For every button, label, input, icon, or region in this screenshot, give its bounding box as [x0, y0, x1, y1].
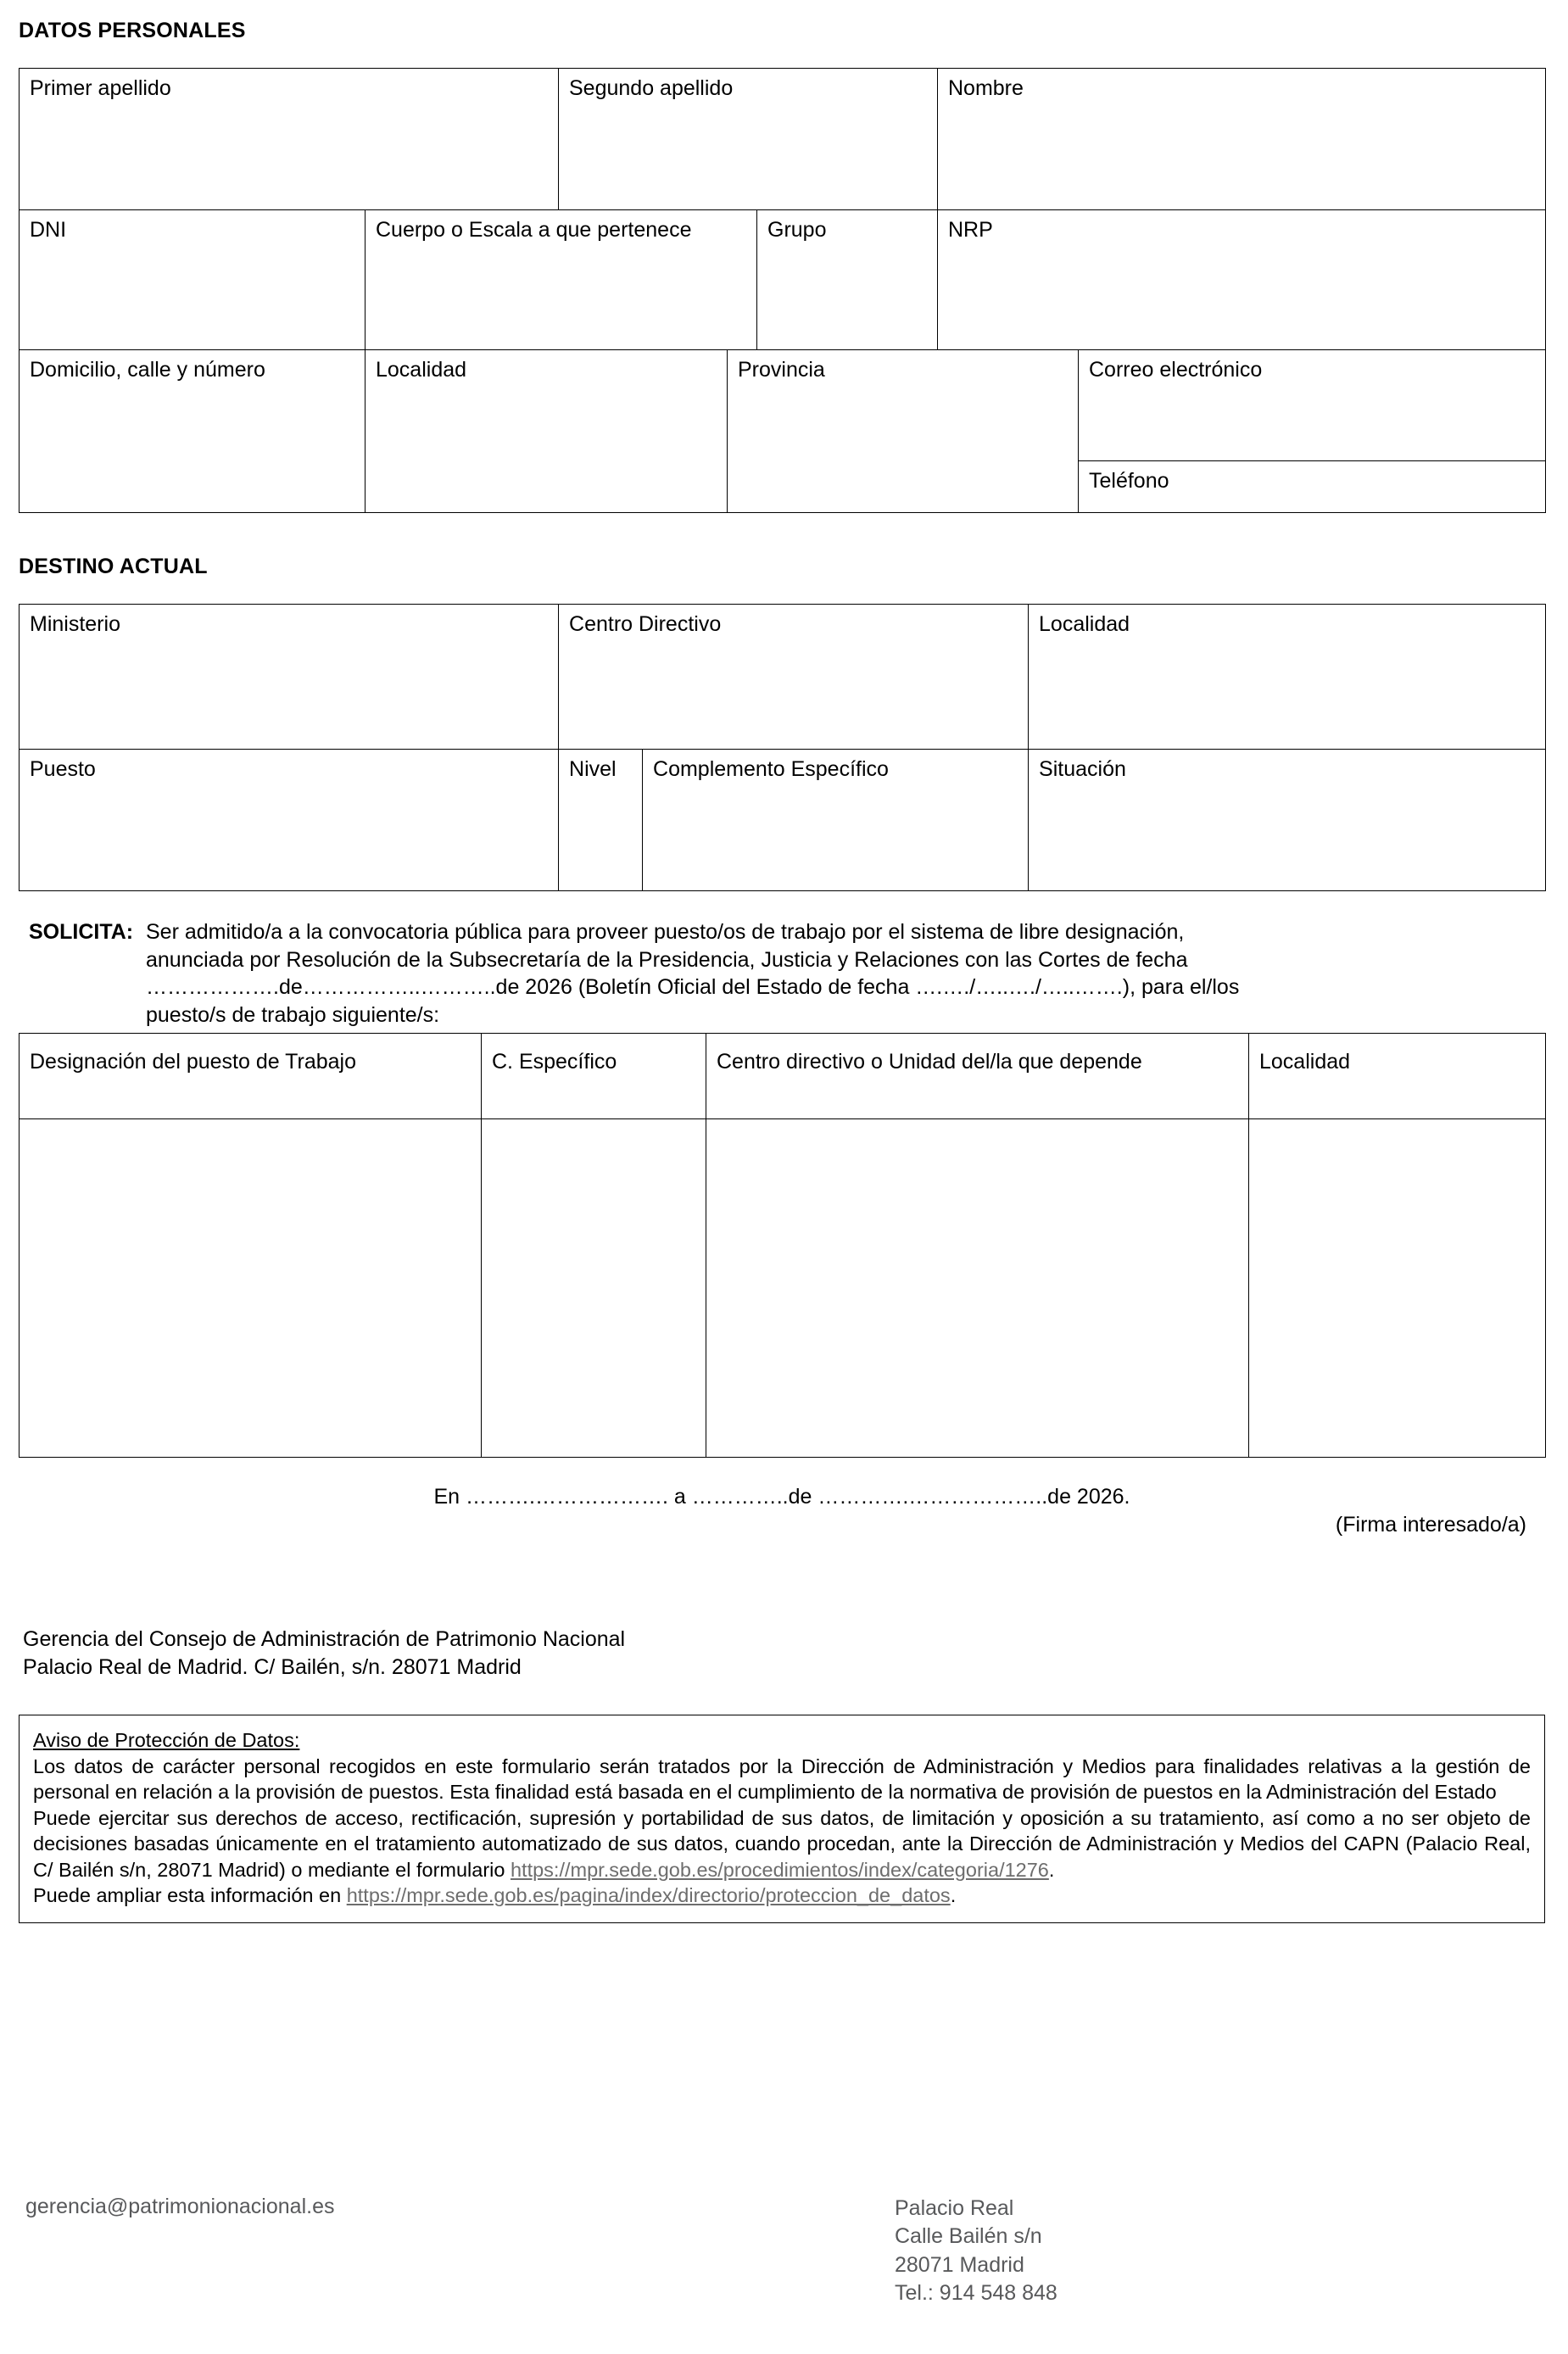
recipient-address: [23, 1626, 625, 1681]
privacy-paragraph-3-text: Puede ampliar esta información en: [33, 1884, 347, 1907]
privacy-paragraph-1: Los datos de carácter personal recogidos en este formulario serán tratados por la Dirección de Administración y Medios para finalidades relativas a la gestión de personal en relación a la provisión de puestos. Esta finalidad está basada en el cumplimiento de la normativa de provisión de puestos en la Administración del Estado: [33, 1754, 1531, 1804]
column-header-centro-directivo: Centro directivo o Unidad del/la que depende: [706, 1034, 1249, 1119]
privacy-notice-box: [19, 1715, 1545, 1923]
field-complemento-especifico[interactable]: Complemento Específico: [643, 750, 1029, 891]
place-and-date-line[interactable]: En ……….………………. a …………..de ………….………………..de 2026.: [433, 1485, 1130, 1509]
privacy-paragraph-2-text: Puede ejercitar sus derechos de acceso, rectificación, supresión y portabilidad de sus datos, de limitación y oposición a su tratamiento, así como a no ser objeto de decisiones basadas únicamente en el tratamiento automatizado de sus datos, cuando procedan, ante la Dirección de Administración y Medios del CAPN (Palacio Real, C/ Bailén s/n, 28071 Madrid) o mediante el formulario: [33, 1806, 1531, 1881]
footer-address: [895, 2195, 1057, 2307]
section-heading-datos-personales: DATOS PERSONALES: [19, 19, 246, 42]
solicita-text: [146, 918, 1545, 1029]
table-row: [20, 350, 1546, 461]
solicita-line-4: puesto/s de trabajo siguiente/s:: [146, 1002, 440, 1027]
privacy-paragraph-2-tail: .: [1048, 1858, 1055, 1881]
cell-centro-directivo[interactable]: [706, 1119, 1249, 1458]
privacy-paragraph-2: [33, 1805, 1531, 1883]
column-header-localidad: Localidad: [1249, 1034, 1546, 1119]
privacy-more-info-link[interactable]: https://mpr.sede.gob.es/pagina/index/directorio/proteccion_de_datos: [346, 1884, 951, 1907]
footer-address-line-2: Calle Bailén s/n: [895, 2224, 1042, 2249]
solicita-line-1: Ser admitido/a a la convocatoria pública para proveer puesto/os de trabajo por el sistema de libre designación,: [146, 920, 1185, 944]
table-row: [20, 1119, 1546, 1458]
cell-designacion[interactable]: [20, 1119, 482, 1458]
column-header-c-especifico: C. Específico: [482, 1034, 706, 1119]
cell-c-especifico[interactable]: [482, 1119, 706, 1458]
field-domicilio[interactable]: Domicilio, calle y número: [20, 350, 365, 513]
field-cuerpo-escala[interactable]: Cuerpo o Escala a que pertenece: [365, 210, 757, 350]
field-ministerio[interactable]: Ministerio: [20, 605, 559, 750]
personal-data-table: [19, 68, 1546, 513]
field-destino-localidad[interactable]: Localidad: [1029, 605, 1546, 750]
footer-address-line-1: Palacio Real: [895, 2196, 1014, 2220]
footer-address-line-3: 28071 Madrid: [895, 2252, 1024, 2277]
table-row: [20, 605, 1546, 750]
destino-actual-table: [19, 604, 1546, 891]
cell-localidad[interactable]: [1249, 1119, 1546, 1458]
field-segundo-apellido[interactable]: Segundo apellido: [559, 69, 938, 210]
table-header-row: [20, 1034, 1546, 1119]
field-correo-electronico[interactable]: Correo electrónico: [1079, 350, 1546, 461]
column-header-designacion: Designación del puesto de Trabajo: [20, 1034, 482, 1119]
field-localidad[interactable]: Localidad: [365, 350, 728, 513]
recipient-line-2: Palacio Real de Madrid. C/ Bailén, s/n. 28071 Madrid: [23, 1654, 522, 1679]
signature-label: (Firma interesado/a): [1335, 1513, 1526, 1537]
field-dni[interactable]: DNI: [20, 210, 365, 350]
field-centro-directivo[interactable]: Centro Directivo: [559, 605, 1029, 750]
privacy-paragraph-3-tail: .: [950, 1884, 957, 1907]
field-nivel[interactable]: Nivel: [559, 750, 643, 891]
solicita-block: [19, 918, 1545, 1029]
table-row: [20, 750, 1546, 891]
privacy-form-link[interactable]: https://mpr.sede.gob.es/procedimientos/index/categoria/1276: [510, 1858, 1049, 1881]
field-nrp[interactable]: NRP: [938, 210, 1546, 350]
field-grupo[interactable]: Grupo: [757, 210, 938, 350]
table-row: [20, 210, 1546, 350]
field-situacion[interactable]: Situación: [1029, 750, 1546, 891]
recipient-line-1: Gerencia del Consejo de Administración de Patrimonio Nacional: [23, 1627, 626, 1651]
field-primer-apellido[interactable]: Primer apellido: [20, 69, 559, 210]
puestos-solicitados-table: [19, 1033, 1546, 1458]
field-nombre[interactable]: Nombre: [938, 69, 1546, 210]
solicita-line-2: anunciada por Resolución de la Subsecretaría de la Presidencia, Justicia y Relaciones con las Cortes de fecha: [146, 947, 1188, 972]
field-telefono[interactable]: Teléfono: [1079, 461, 1546, 513]
field-provincia[interactable]: Provincia: [728, 350, 1079, 513]
footer-email[interactable]: gerencia@patrimonionacional.es: [25, 2195, 335, 2218]
privacy-paragraph-3: [33, 1883, 1531, 1909]
section-heading-destino-actual: DESTINO ACTUAL: [19, 555, 208, 578]
field-puesto[interactable]: Puesto: [20, 750, 559, 891]
table-row: [20, 69, 1546, 210]
solicita-label: SOLICITA:: [29, 920, 134, 944]
privacy-notice-title: Aviso de Protección de Datos:: [33, 1729, 300, 1751]
footer-address-line-4: Tel.: 914 548 848: [895, 2280, 1057, 2305]
solicita-line-3: ……………….de……………..………..de 2026 (Boletín Oficial del Estado de fecha ….…./…..…./…..…….), para el/los: [146, 975, 1240, 999]
